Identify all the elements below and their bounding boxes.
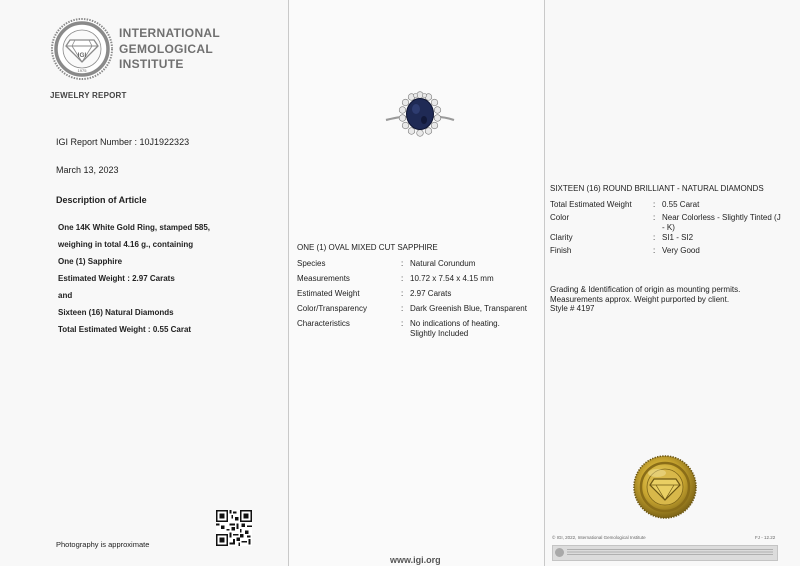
report-date: March 13, 2023 bbox=[56, 165, 119, 175]
row-key: Color bbox=[550, 213, 570, 222]
row-value: Dark Greenish Blue, Transparent bbox=[410, 304, 527, 313]
grading-note-line: Measurements approx. Weight purported by client. bbox=[550, 294, 730, 304]
website-link[interactable]: www.igi.org bbox=[390, 555, 441, 565]
table-row: Color : Near Colorless - Slightly Tinted (J - K) bbox=[550, 213, 792, 233]
description-line: One 14K White Gold Ring, stamped 585, bbox=[58, 223, 211, 232]
row-value-line: Near Colorless - Slightly Tinted (J bbox=[662, 213, 781, 222]
description-line: weighing in total 4.16 g., containing bbox=[58, 240, 194, 249]
institute-name-line: GEMOLOGICAL bbox=[119, 41, 213, 56]
row-value: Natural Corundum bbox=[410, 259, 476, 268]
row-key: Clarity bbox=[550, 233, 573, 242]
description-line: and bbox=[58, 291, 73, 300]
institute-name bbox=[119, 26, 220, 73]
row-key: Total Estimated Weight bbox=[550, 200, 632, 209]
row-value bbox=[662, 213, 792, 233]
row-value-line: No indications of heating. bbox=[410, 319, 500, 328]
description-line: One (1) Sapphire bbox=[58, 257, 123, 266]
description-line: Sixteen (16) Natural Diamonds bbox=[58, 308, 174, 317]
description-line: Estimated Weight : 2.97 Carats bbox=[58, 274, 175, 283]
row-key: Color/Transparency bbox=[297, 304, 367, 313]
row-value: Very Good bbox=[662, 246, 700, 255]
table-row: Measurements : 10.72 x 7.54 x 4.15 mm bbox=[297, 274, 550, 289]
row-key: Characteristics bbox=[297, 319, 350, 328]
row-value: 0.55 Carat bbox=[662, 200, 700, 209]
row-value-line: Slightly Included bbox=[410, 329, 469, 338]
diamonds-heading: SIXTEEN (16) ROUND BRILLIANT - NATURAL DIAMONDS bbox=[550, 184, 764, 193]
row-key: Species bbox=[297, 259, 326, 268]
gold-hologram-seal-icon bbox=[633, 455, 697, 519]
table-row: Total Estimated Weight : 0.55 Carat bbox=[550, 200, 792, 213]
row-key: Finish bbox=[550, 246, 572, 255]
copyright-notice: © IGI, 2022, International Gemological Institute bbox=[552, 535, 646, 540]
disclaimer-box bbox=[552, 545, 778, 561]
form-code: FJ - 12.22 bbox=[755, 535, 776, 540]
row-value: SI1 - SI2 bbox=[662, 233, 694, 242]
table-row: Species : Natural Corundum bbox=[297, 259, 550, 274]
table-row: Color/Transparency : Dark Greenish Blue, Transparent bbox=[297, 304, 550, 319]
row-value: 10.72 x 7.54 x 4.15 mm bbox=[410, 274, 494, 283]
grading-notes bbox=[550, 285, 790, 314]
row-value bbox=[410, 319, 550, 339]
row-value-line: - K) bbox=[662, 223, 675, 232]
igi-logo-seal-icon bbox=[50, 17, 114, 81]
fold-line bbox=[288, 0, 289, 566]
row-key: Measurements bbox=[297, 274, 350, 283]
grading-note-line: Grading & Identification of origin as mounting permits. bbox=[550, 285, 741, 294]
row-key: Estimated Weight bbox=[297, 289, 360, 298]
report-type-label: JEWELRY REPORT bbox=[50, 91, 127, 100]
disclaimer-fine-print bbox=[567, 549, 773, 557]
institute-name-line: INSTITUTE bbox=[119, 57, 184, 71]
report-number: IGI Report Number : 10J1922323 bbox=[56, 137, 190, 147]
sapphire-details-table bbox=[297, 259, 550, 339]
svg-text:IGI: IGI bbox=[77, 52, 87, 59]
description-text bbox=[58, 219, 210, 338]
grading-note-line: Style # 4197 bbox=[550, 304, 595, 313]
table-row: Characteristics : No indications of heating. Slightly Included bbox=[297, 319, 550, 339]
table-row: Estimated Weight : 2.97 Carats bbox=[297, 289, 550, 304]
description-heading: Description of Article bbox=[56, 195, 147, 205]
row-value: 2.97 Carats bbox=[410, 289, 452, 298]
diamonds-details-table bbox=[550, 200, 792, 259]
institute-name-line: INTERNATIONAL bbox=[119, 26, 221, 40]
photography-note: Photography is approximate bbox=[56, 540, 150, 549]
qr-code-icon[interactable] bbox=[216, 510, 252, 546]
svg-text:1975: 1975 bbox=[77, 68, 87, 73]
table-row: Clarity : SI1 - SI2 bbox=[550, 233, 792, 246]
description-line: Total Estimated Weight : 0.55 Carat bbox=[58, 325, 192, 334]
table-row: Finish : Very Good bbox=[550, 246, 792, 259]
sapphire-heading: ONE (1) OVAL MIXED CUT SAPPHIRE bbox=[297, 243, 438, 252]
disclaimer-logo-icon bbox=[555, 548, 564, 557]
ring-photo bbox=[384, 89, 456, 143]
